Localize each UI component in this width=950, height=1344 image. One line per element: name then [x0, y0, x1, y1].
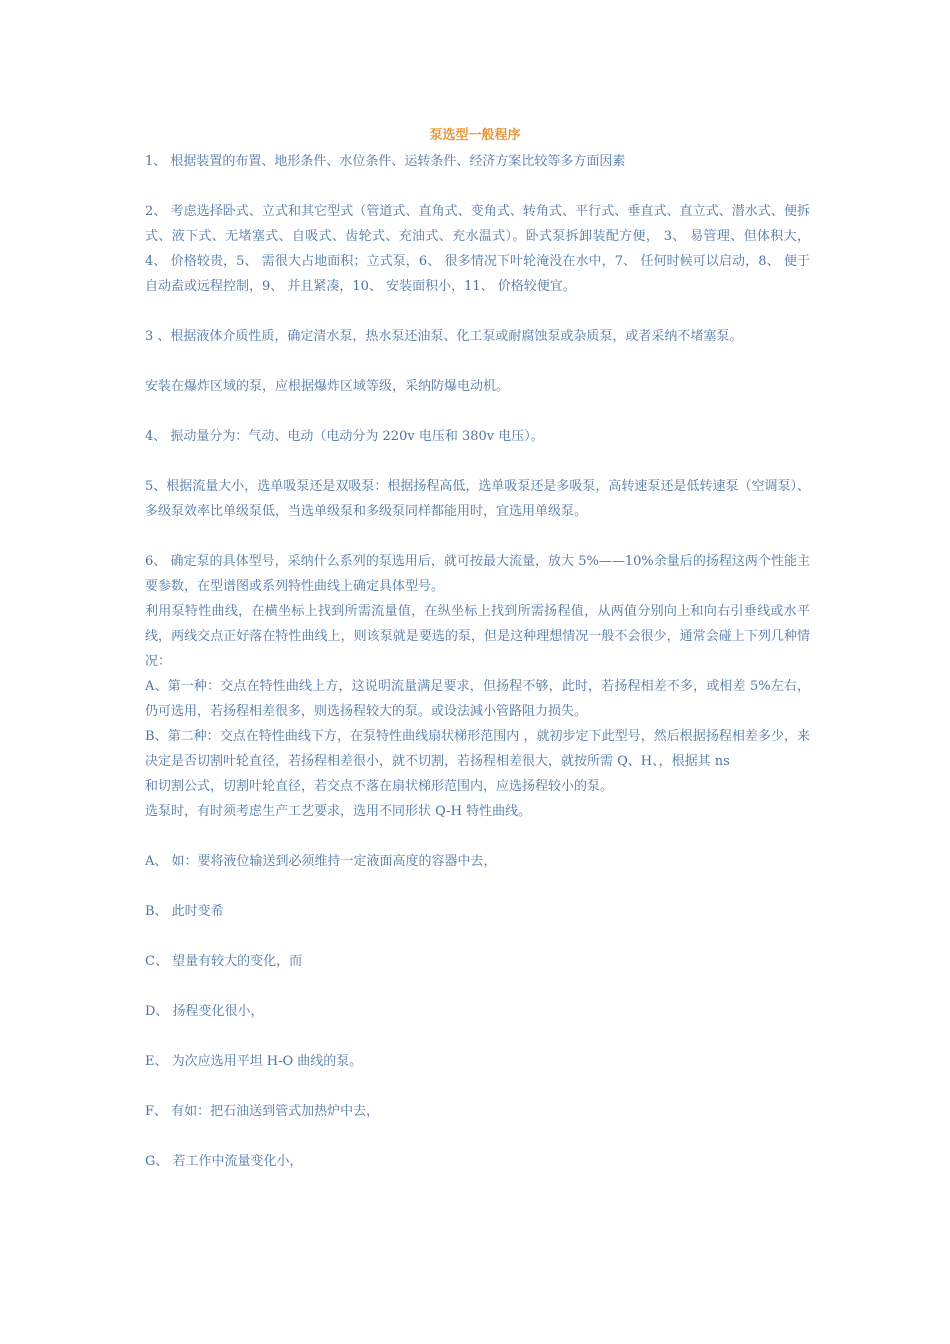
paragraph: 5、根据流量大小，选单吸泵还是双吸泵：根据扬程高低，选单吸泵还是多吸泵，高转速泵还是低转速泵（空调泵）、多级泵效率比单级泵低，当选单级泵和多级泵同样都能用时，宜选用单级泵。 — [145, 479, 810, 519]
paragraph-spacer — [145, 174, 810, 199]
paragraph-spacer — [145, 399, 810, 424]
document-body — [145, 149, 810, 1174]
paragraph: 和切割公式，切割叶轮直径，若交点不落在扇状梯形范围内，应选扬程较小的泵。 — [145, 779, 614, 794]
document-title: 泵选型一般程序 — [429, 128, 521, 143]
paragraph: 安装在爆炸区域的泵，应根据爆炸区域等级，采纳防爆电动机。 — [145, 379, 510, 394]
paragraph: E、 为次应选用平坦 H-O 曲线的泵。 — [145, 1054, 363, 1069]
paragraph: B、 此时变希 — [145, 904, 224, 919]
paragraph: 2、 考虑选择卧式、立式和其它型式（管道式、直角式、变角式、转角式、平行式、垂直式、直立式、潜水式、便拆式、液下式、无堵塞式、自吸式、齿轮式、充油式、充水温式）。卧式泵拆卸装配方便， 3、 易管理、但体积大，4、 价格较贵，5、 需很大占地面积；立式泵，6、 很多情况下叶轮淹没在水中，7、 任何时候可以启动，8、 便于自动盍或远程控制，9、 并且紧凑，10、 安装面积小，11、 价格较便宜。 — [145, 204, 810, 294]
paragraph: C、 望量有较大的变化，而 — [145, 954, 303, 969]
paragraph-spacer — [145, 974, 810, 999]
paragraph-spacer — [145, 824, 810, 849]
paragraph: 4、 振动量分为：气动、电动（电动分为 220v 电压和 380v 电压）。 — [145, 429, 544, 444]
paragraph-spacer — [145, 299, 810, 324]
paragraph: G、 若工作中流量变化小， — [145, 1154, 303, 1169]
paragraph-spacer — [145, 349, 810, 374]
paragraph: 选泵时，有时须考虑生产工艺要求，选用不同形状 Q-H 特性曲线。 — [145, 804, 532, 819]
paragraph-spacer — [145, 874, 810, 899]
paragraph: 1、 根据装置的布置、地形条件、水位条件、运转条件、经济方案比较等多方面因素 — [145, 154, 626, 169]
paragraph: 3 、根据液体介质性质，确定清水泵，热水泵还油泵、化工泵或耐腐蚀泵或杂质泵，或者采纳不堵塞泵。 — [145, 329, 743, 344]
paragraph: D、 扬程变化很小， — [145, 1004, 264, 1019]
paragraph-spacer — [145, 1024, 810, 1049]
paragraph: 利用泵特性曲线，在横坐标上找到所需流量值，在纵坐标上找到所需扬程值，从两值分别向上和向右引垂线或水平线，两线交点正好落在特性曲线上，则该泵就是要选的泵，但是这种理想情况一般不会很少，通常会碰上下列几种情况： — [145, 604, 810, 669]
paragraph-spacer — [145, 924, 810, 949]
paragraph: A、 如：要将液位输送到必须维持一定液面高度的容器中去， — [145, 854, 497, 869]
paragraph: A、第一种：交点在特性曲线上方，这说明流量满足要求，但扬程不够，此时，若扬程相差不多，或相差 5%左右，仍可选用，若扬程相差很多，则选扬程较大的泵。或设法減小管路阻力损失。 — [145, 679, 810, 719]
paragraph-spacer — [145, 524, 810, 549]
paragraph-spacer — [145, 1074, 810, 1099]
paragraph: 6、 确定泵的具体型号，采纳什么系列的泵选用后，就可按最大流量，放大 5%——10%余量后的扬程这两个性能主要参数，在型谱图或系列特性曲线上确定具体型号。 — [145, 554, 810, 594]
paragraph: F、 有如：把石油送到管式加热炉中去， — [145, 1104, 380, 1119]
paragraph-spacer — [145, 449, 810, 474]
paragraph-spacer — [145, 1124, 810, 1149]
paragraph: B、第二种：交点在特性曲线下方，在泵特性曲线扇状梯形范围内 ，就初步定下此型号，然后根据扬程相差多少，来决定是否切割叶轮直径，若扬程相差很小，就不切割，若扬程相差很大，就按所需 Q、H、，根据其 ns — [145, 729, 810, 769]
